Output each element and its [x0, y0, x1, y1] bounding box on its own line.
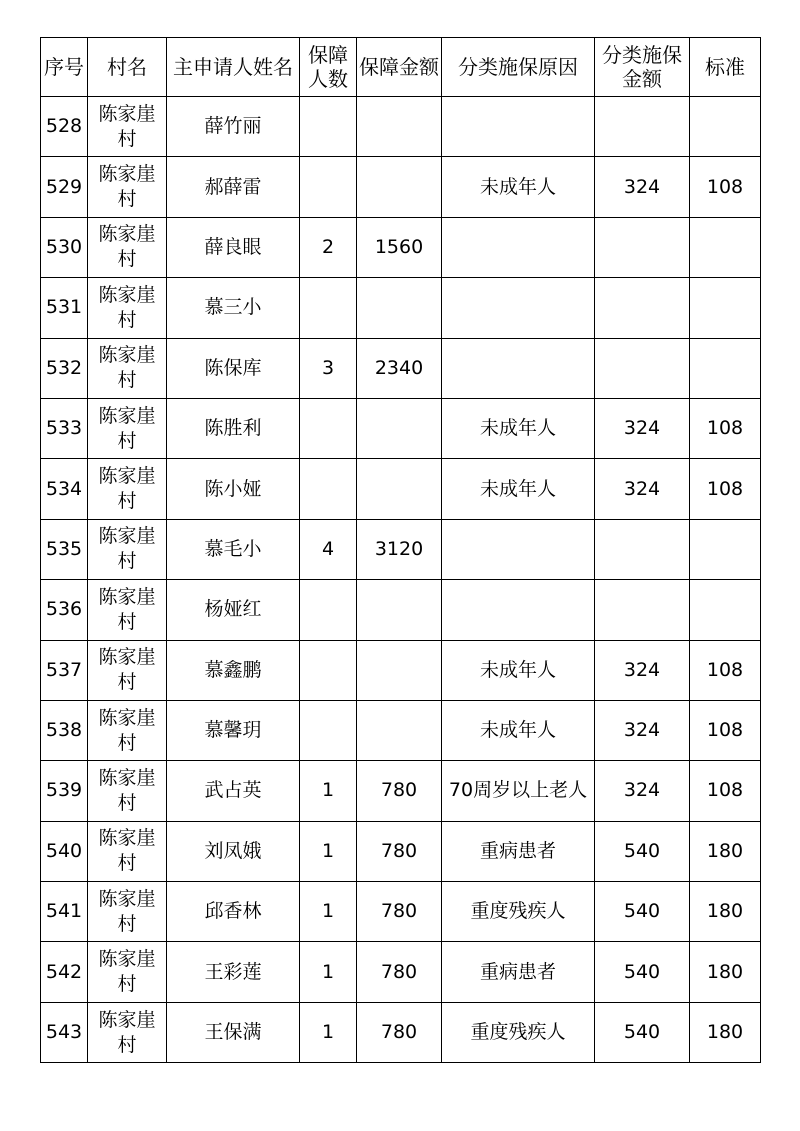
cell-reason — [442, 278, 595, 338]
cell-seq: 533 — [41, 398, 88, 458]
cell-applicant: 陈保库 — [167, 338, 300, 398]
cell-reason — [442, 217, 595, 277]
header-amount: 保障金额 — [357, 38, 442, 97]
header-count: 保障人数 — [300, 38, 357, 97]
cell-seq: 531 — [41, 278, 88, 338]
cell-count — [300, 580, 357, 640]
cell-class-amount — [595, 97, 690, 157]
cell-reason — [442, 97, 595, 157]
cell-seq: 538 — [41, 700, 88, 760]
cell-reason: 未成年人 — [442, 640, 595, 700]
cell-class-amount: 540 — [595, 821, 690, 881]
cell-seq: 528 — [41, 97, 88, 157]
cell-standard: 180 — [690, 821, 761, 881]
cell-reason: 未成年人 — [442, 157, 595, 217]
cell-village: 陈家崖村 — [88, 882, 167, 942]
cell-amount: 780 — [357, 821, 442, 881]
cell-applicant: 薛良眼 — [167, 217, 300, 277]
cell-count — [300, 97, 357, 157]
cell-count — [300, 278, 357, 338]
cell-class-amount: 324 — [595, 640, 690, 700]
cell-applicant: 王彩莲 — [167, 942, 300, 1002]
table-row — [41, 519, 761, 579]
cell-village: 陈家崖村 — [88, 942, 167, 1002]
cell-reason: 未成年人 — [442, 700, 595, 760]
cell-seq: 541 — [41, 882, 88, 942]
cell-amount — [357, 700, 442, 760]
cell-seq: 539 — [41, 761, 88, 821]
table-row — [41, 398, 761, 458]
cell-village: 陈家崖村 — [88, 580, 167, 640]
cell-applicant: 薛竹丽 — [167, 97, 300, 157]
cell-count: 1 — [300, 821, 357, 881]
cell-reason: 未成年人 — [442, 459, 595, 519]
cell-class-amount: 540 — [595, 882, 690, 942]
cell-village: 陈家崖村 — [88, 157, 167, 217]
cell-count: 1 — [300, 761, 357, 821]
cell-seq: 537 — [41, 640, 88, 700]
table-row — [41, 640, 761, 700]
cell-amount: 780 — [357, 882, 442, 942]
cell-class-amount: 324 — [595, 459, 690, 519]
cell-village: 陈家崖村 — [88, 97, 167, 157]
cell-standard — [690, 338, 761, 398]
cell-count: 4 — [300, 519, 357, 579]
cell-standard — [690, 217, 761, 277]
cell-applicant: 慕馨玥 — [167, 700, 300, 760]
cell-village: 陈家崖村 — [88, 700, 167, 760]
cell-amount: 2340 — [357, 338, 442, 398]
cell-seq: 542 — [41, 942, 88, 1002]
cell-applicant: 陈胜利 — [167, 398, 300, 458]
cell-village: 陈家崖村 — [88, 398, 167, 458]
cell-standard — [690, 580, 761, 640]
cell-reason — [442, 519, 595, 579]
cell-class-amount — [595, 519, 690, 579]
cell-standard: 180 — [690, 1002, 761, 1062]
header-reason: 分类施保原因 — [442, 38, 595, 97]
cell-amount — [357, 157, 442, 217]
cell-amount: 1560 — [357, 217, 442, 277]
cell-seq: 534 — [41, 459, 88, 519]
cell-reason: 重度残疾人 — [442, 1002, 595, 1062]
cell-standard: 108 — [690, 459, 761, 519]
cell-class-amount: 540 — [595, 942, 690, 1002]
table-row — [41, 942, 761, 1002]
cell-standard: 108 — [690, 157, 761, 217]
cell-amount: 780 — [357, 761, 442, 821]
cell-village: 陈家崖村 — [88, 459, 167, 519]
cell-seq: 530 — [41, 217, 88, 277]
cell-class-amount — [595, 580, 690, 640]
cell-applicant: 刘凤娥 — [167, 821, 300, 881]
cell-applicant: 慕毛小 — [167, 519, 300, 579]
cell-seq: 543 — [41, 1002, 88, 1062]
cell-reason: 重度残疾人 — [442, 882, 595, 942]
cell-count — [300, 157, 357, 217]
cell-reason — [442, 338, 595, 398]
cell-standard: 108 — [690, 640, 761, 700]
cell-class-amount: 324 — [595, 700, 690, 760]
table-row — [41, 580, 761, 640]
cell-amount — [357, 640, 442, 700]
table-row — [41, 97, 761, 157]
cell-class-amount: 540 — [595, 1002, 690, 1062]
cell-class-amount — [595, 278, 690, 338]
cell-count — [300, 640, 357, 700]
header-seq: 序号 — [41, 38, 88, 97]
cell-count: 2 — [300, 217, 357, 277]
cell-standard: 180 — [690, 882, 761, 942]
table-row — [41, 821, 761, 881]
header-standard: 标准 — [690, 38, 761, 97]
cell-class-amount: 324 — [595, 398, 690, 458]
cell-standard: 108 — [690, 398, 761, 458]
table-row — [41, 278, 761, 338]
table-row — [41, 1002, 761, 1062]
cell-class-amount: 324 — [595, 761, 690, 821]
cell-class-amount — [595, 217, 690, 277]
cell-reason — [442, 580, 595, 640]
cell-seq: 532 — [41, 338, 88, 398]
cell-count — [300, 700, 357, 760]
cell-village: 陈家崖村 — [88, 761, 167, 821]
cell-reason: 重病患者 — [442, 821, 595, 881]
cell-standard: 108 — [690, 761, 761, 821]
assistance-roster-table — [40, 37, 761, 1063]
cell-amount: 3120 — [357, 519, 442, 579]
cell-village: 陈家崖村 — [88, 338, 167, 398]
cell-seq: 540 — [41, 821, 88, 881]
cell-amount — [357, 398, 442, 458]
cell-amount: 780 — [357, 1002, 442, 1062]
cell-amount — [357, 580, 442, 640]
cell-seq: 529 — [41, 157, 88, 217]
cell-class-amount: 324 — [595, 157, 690, 217]
cell-applicant: 王保满 — [167, 1002, 300, 1062]
table-row — [41, 217, 761, 277]
cell-amount — [357, 97, 442, 157]
table-row — [41, 761, 761, 821]
cell-count: 1 — [300, 1002, 357, 1062]
header-applicant: 主申请人姓名 — [167, 38, 300, 97]
table-row — [41, 459, 761, 519]
table-body — [41, 97, 761, 1063]
cell-standard: 180 — [690, 942, 761, 1002]
cell-applicant: 陈小娅 — [167, 459, 300, 519]
cell-amount — [357, 278, 442, 338]
cell-amount — [357, 459, 442, 519]
cell-seq: 536 — [41, 580, 88, 640]
cell-amount: 780 — [357, 942, 442, 1002]
table-row — [41, 338, 761, 398]
cell-count — [300, 459, 357, 519]
cell-reason: 70周岁以上老人 — [442, 761, 595, 821]
cell-standard — [690, 278, 761, 338]
table-row — [41, 157, 761, 217]
cell-count: 3 — [300, 338, 357, 398]
header-class-amount: 分类施保金额 — [595, 38, 690, 97]
cell-applicant: 慕鑫鹏 — [167, 640, 300, 700]
table-row — [41, 882, 761, 942]
cell-count: 1 — [300, 882, 357, 942]
cell-standard — [690, 97, 761, 157]
cell-applicant: 杨娅红 — [167, 580, 300, 640]
cell-standard — [690, 519, 761, 579]
cell-count: 1 — [300, 942, 357, 1002]
cell-applicant: 邱香林 — [167, 882, 300, 942]
cell-standard: 108 — [690, 700, 761, 760]
header-village: 村名 — [88, 38, 167, 97]
cell-village: 陈家崖村 — [88, 278, 167, 338]
header-row — [41, 38, 761, 97]
cell-applicant: 慕三小 — [167, 278, 300, 338]
cell-applicant: 武占英 — [167, 761, 300, 821]
table-row — [41, 700, 761, 760]
cell-reason: 重病患者 — [442, 942, 595, 1002]
cell-village: 陈家崖村 — [88, 1002, 167, 1062]
cell-count — [300, 398, 357, 458]
cell-applicant: 郝薛雷 — [167, 157, 300, 217]
cell-reason: 未成年人 — [442, 398, 595, 458]
cell-village: 陈家崖村 — [88, 821, 167, 881]
cell-village: 陈家崖村 — [88, 519, 167, 579]
cell-class-amount — [595, 338, 690, 398]
cell-village: 陈家崖村 — [88, 217, 167, 277]
cell-seq: 535 — [41, 519, 88, 579]
cell-village: 陈家崖村 — [88, 640, 167, 700]
